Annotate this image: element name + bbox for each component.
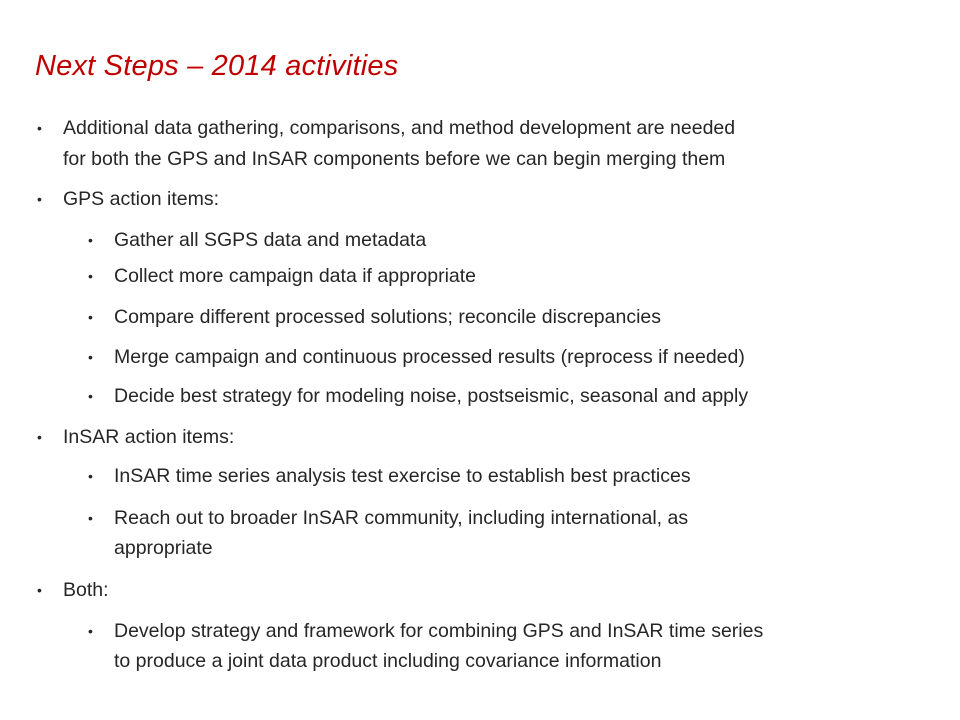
bullet-icon: • xyxy=(88,309,93,325)
bullet-icon: • xyxy=(88,268,93,284)
bullet-text: Compare different processed solutions; reconcile discrepancies xyxy=(114,306,662,328)
bullet-icon: • xyxy=(88,468,93,484)
bullet-text: Develop strategy and framework for combining GPS and InSAR time series xyxy=(114,620,764,642)
bullet-icon: • xyxy=(37,191,42,207)
bullet-text: Gather all SGPS data and metadata xyxy=(114,229,427,251)
bullet-text: Both: xyxy=(63,579,109,601)
bullet-text: appropriate xyxy=(114,537,213,559)
bullet-icon: • xyxy=(37,120,42,136)
bullet-icon: • xyxy=(37,429,42,445)
slide-title: Next Steps – 2014 activities xyxy=(35,50,399,82)
bullet-icon: • xyxy=(88,510,93,526)
bullet-icon: • xyxy=(37,582,42,598)
bullet-text: InSAR time series analysis test exercise to establish best practices xyxy=(114,465,691,487)
bullet-text: Collect more campaign data if appropriate xyxy=(114,265,477,287)
bullet-text: Additional data gathering, comparisons, and method development are needed xyxy=(63,117,736,139)
bullet-text: Decide best strategy for modeling noise, postseismic, seasonal and apply xyxy=(114,385,749,407)
bullet-icon: • xyxy=(88,623,93,639)
bullet-text: Merge campaign and continuous processed results (reprocess if needed) xyxy=(114,346,745,368)
bullet-text: for both the GPS and InSAR components before we can begin merging them xyxy=(63,148,726,170)
bullet-icon: • xyxy=(88,232,93,248)
bullet-icon: • xyxy=(88,349,93,365)
bullet-text: to produce a joint data product including covariance information xyxy=(114,650,662,672)
bullet-icon: • xyxy=(88,388,93,404)
bullet-text: InSAR action items: xyxy=(63,426,235,448)
bullet-text: Reach out to broader InSAR community, including international, as xyxy=(114,507,689,529)
bullet-text: GPS action items: xyxy=(63,188,220,210)
